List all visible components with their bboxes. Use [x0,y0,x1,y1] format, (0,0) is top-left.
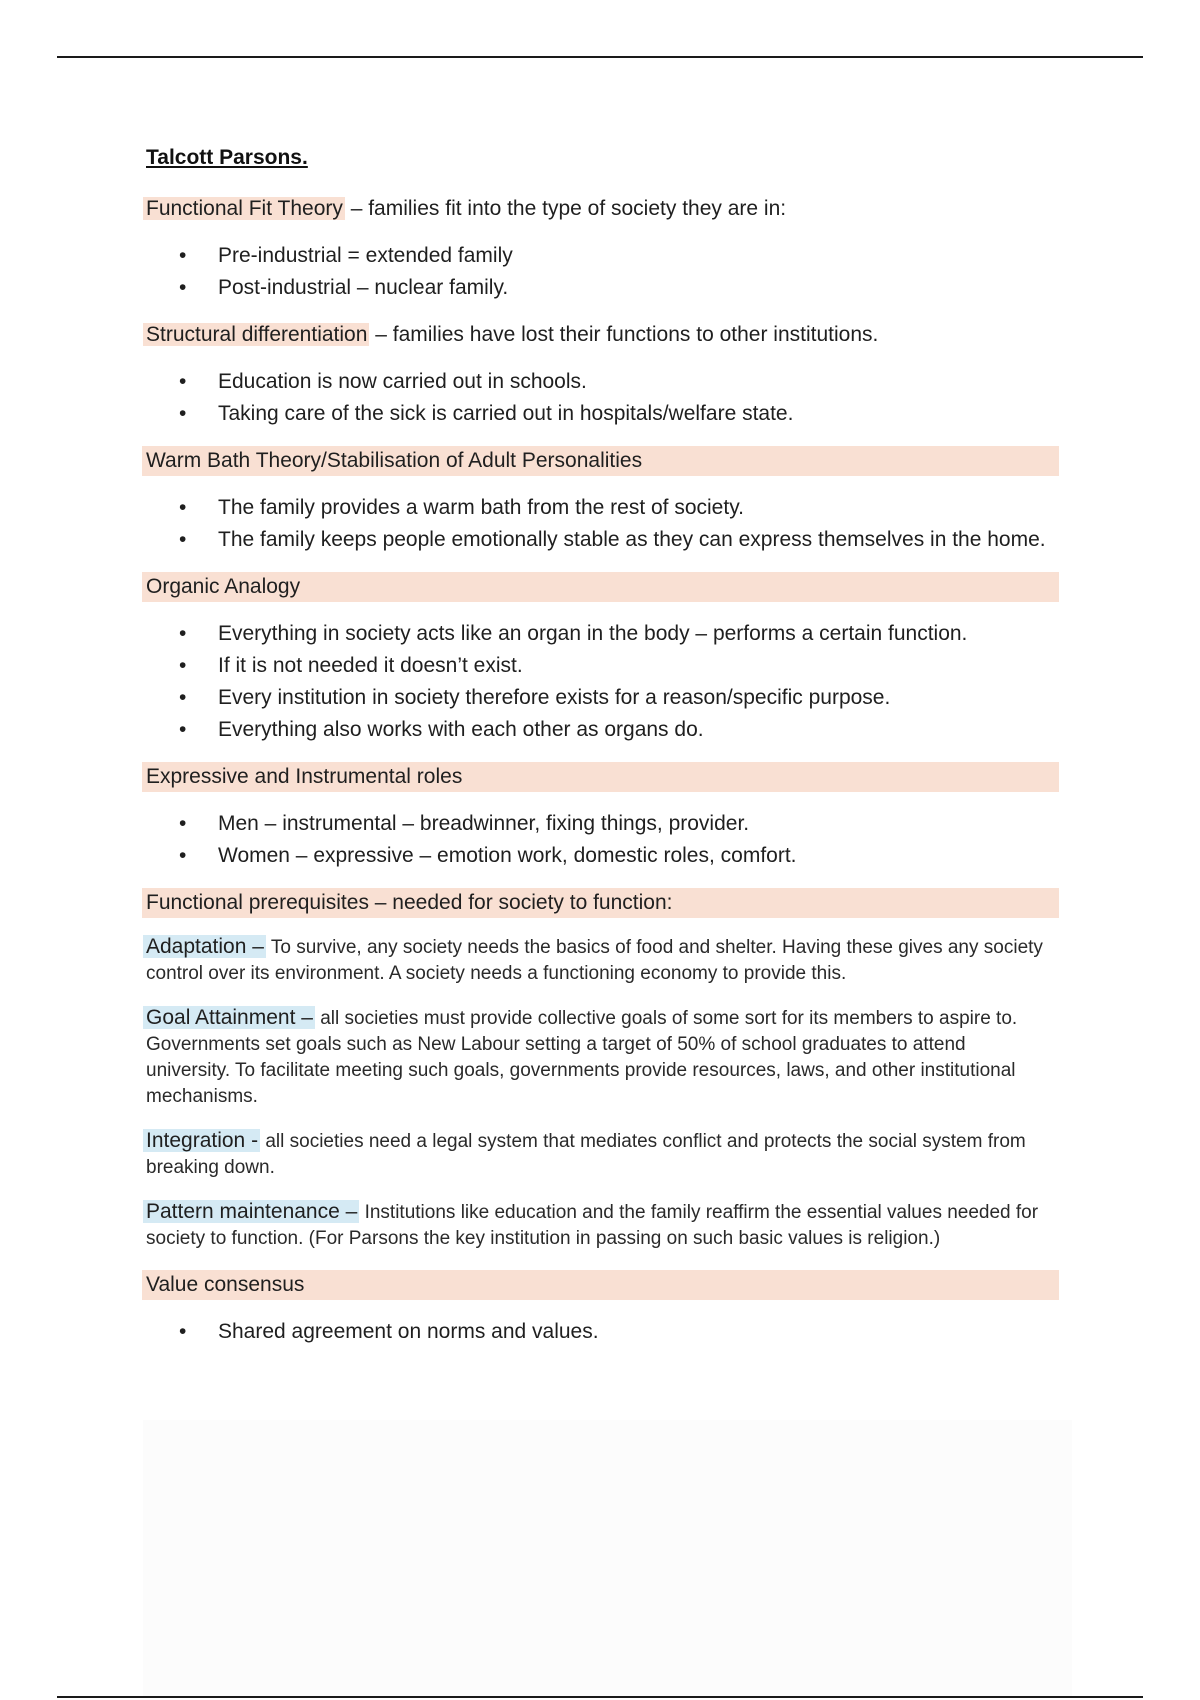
goal-attainment-text: all societies must provide collective goals of some sort for its members to aspire to. Governments set goals such as New Labour setting a target of 50% of school graduates to attend university. To facilitate meeting such goals, governments provide resources, laws, and other institutional mechanisms. [146,1008,1018,1107]
consensus-list [143,1316,1063,1348]
list-item: • Everything in society acts like an organ in the body – performs a certain function. [143,618,1063,650]
list-item: • Pre-industrial = extended family [143,240,1058,272]
pattern-maintenance-term: Pattern maintenance – [143,1200,359,1223]
adaptation-paragraph [146,934,1051,987]
organic-heading: Organic Analogy [142,572,1059,602]
integration-text: all societies need a legal system that mediates conflict and protects the social system from breaking down. [146,1131,1026,1178]
list-item: • Taking care of the sick is carried out in hospitals/welfare state. [143,398,1058,430]
list-item: • Everything also works with each other as organs do. [143,714,1058,746]
page-title: Talcott Parsons. [146,146,308,169]
functional-fit-list [143,240,1063,304]
list-item: • The family keeps people emotionally stable as they can express themselves in the home. [143,524,1058,556]
pattern-maintenance-text: Institutions like education and the family reaffirm the essential values needed for society to function. (For Parsons the key institution in passing on such basic values is religion.) [146,1202,1039,1249]
integration-term: Integration - [143,1129,260,1152]
consensus-heading: Value consensus [142,1270,1059,1300]
list-item: • Every institution in society therefore exists for a reason/specific purpose. [143,682,1058,714]
list-item: • The family provides a warm bath from the rest of society. [143,492,1058,524]
goal-attainment-paragraph [146,1005,1051,1110]
roles-heading: Expressive and Instrumental roles [142,762,1059,792]
bottom-rule [57,1696,1143,1698]
functional-fit-term: Functional Fit Theory [143,197,345,220]
warm-bath-heading: Warm Bath Theory/Stabilisation of Adult Personalities [142,446,1059,476]
functional-fit-text: – families fit into the type of society they are in: [344,197,787,220]
adaptation-text: To survive, any society needs the basics of food and shelter. Having these gives any society control over its environment. A society needs a functioning economy to provide this. [146,937,1043,984]
organic-list [143,618,1063,746]
top-rule [57,56,1143,58]
prereq-heading: Functional prerequisites – needed for society to function: [142,888,1059,918]
roles-list [143,808,1063,872]
list-item: • Women – expressive – emotion work, domestic roles, comfort. [143,840,1058,872]
functional-fit-line [146,194,1063,224]
structural-term: Structural differentiation [143,323,369,346]
pattern-maintenance-paragraph [146,1199,1051,1252]
structural-text: – families have lost their functions to other institutions. [369,323,879,346]
blank-area [143,1420,1072,1696]
list-item: • Shared agreement on norms and values. [143,1316,1058,1348]
adaptation-term: Adaptation – [143,935,266,958]
list-item: • Post-industrial – nuclear family. [143,272,1058,304]
list-item: • Education is now carried out in schools. [143,366,1058,398]
warm-bath-list [143,492,1063,556]
structural-line [146,320,1063,350]
list-item: • Men – instrumental – breadwinner, fixing things, provider. [143,808,1058,840]
structural-list [143,366,1063,430]
integration-paragraph [146,1128,1051,1181]
document-page [143,146,1063,1364]
list-item: • If it is not needed it doesn’t exist. [143,650,1058,682]
goal-attainment-term: Goal Attainment – [143,1006,315,1029]
